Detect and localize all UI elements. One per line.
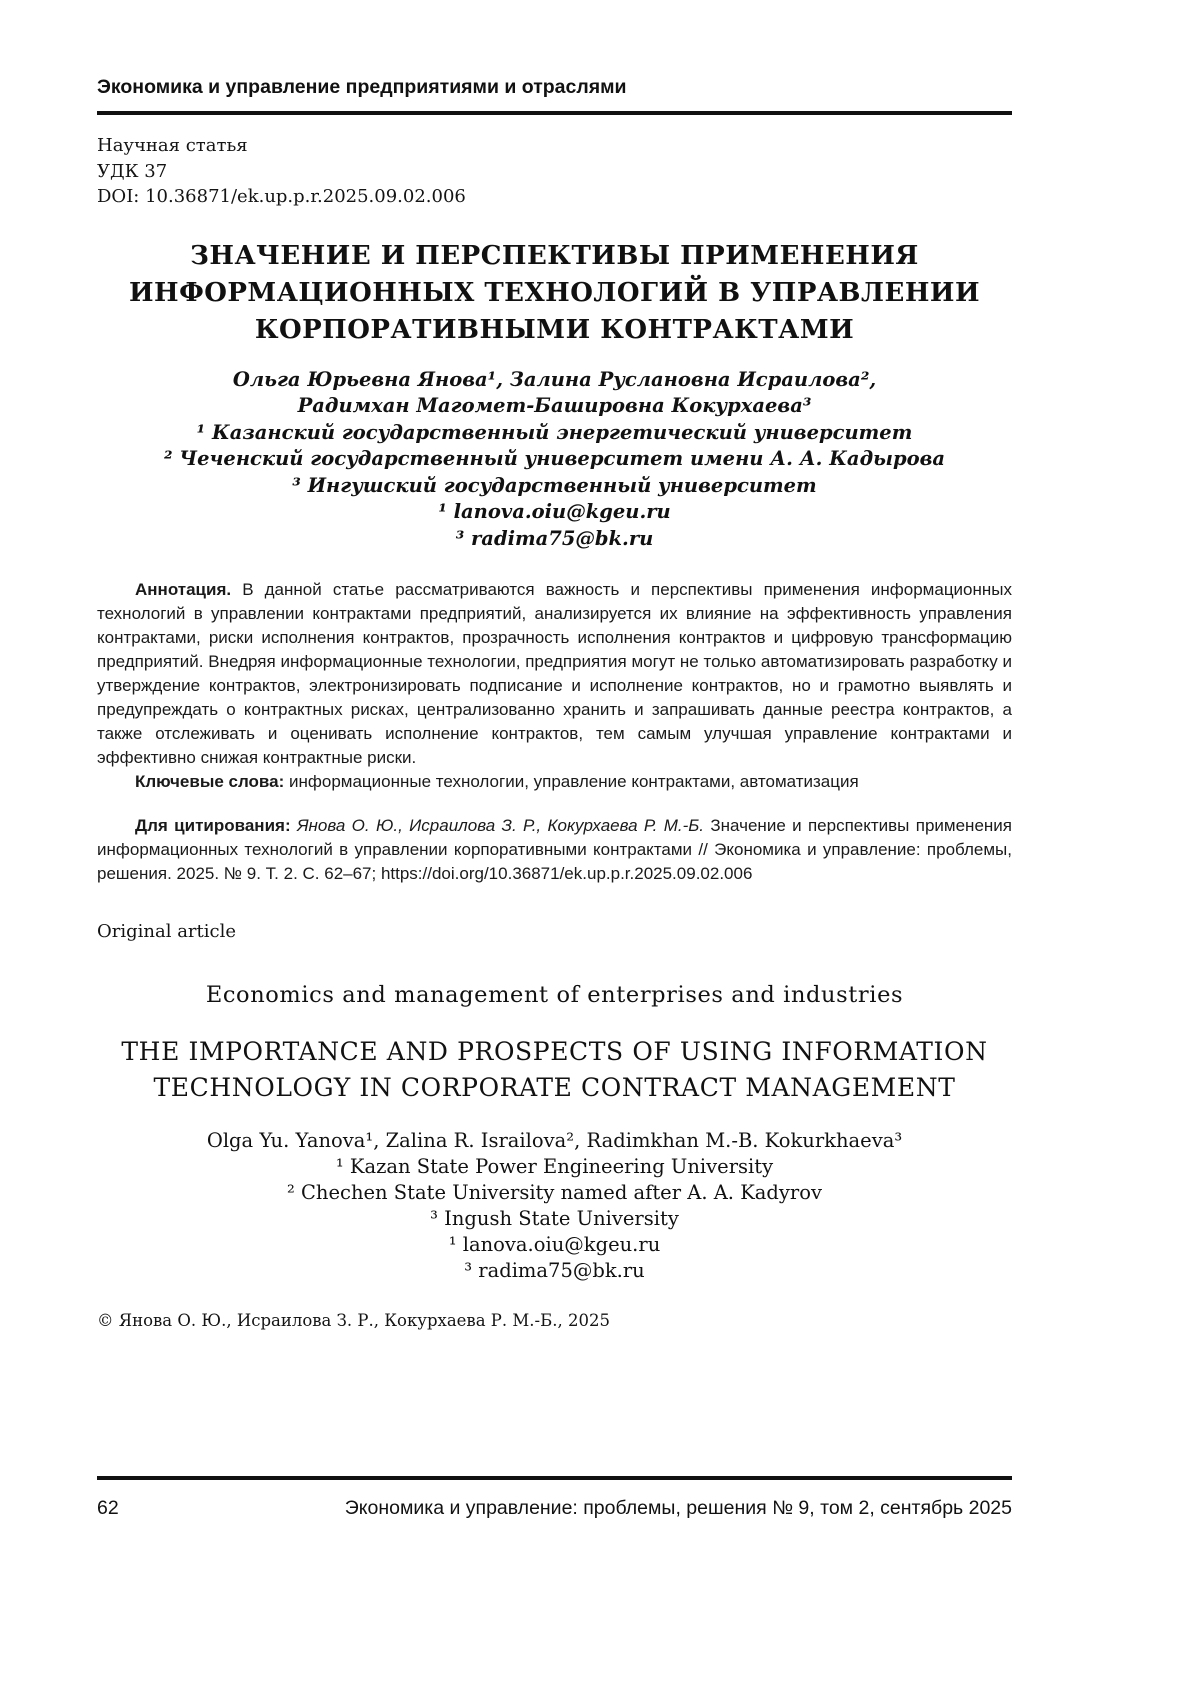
author-email: ³ radima75@bk.ru (455, 526, 654, 550)
author-line-ru: Радимхан Магомет-Башировна Кокурхаева³ (297, 394, 812, 417)
keywords-label: Ключевые слова: (135, 772, 285, 791)
affiliation-en: ¹ Kazan State Power Engineering University (335, 1155, 774, 1178)
section-heading-en: Economics and management of enterprises and industries (205, 982, 904, 1008)
abstract-label: Аннотация. (135, 580, 232, 599)
header-rule (97, 111, 1012, 115)
page-content (97, 76, 1012, 1332)
author-line-ru: Ольга Юрьевна Янова¹, Залина Руслановна Исраилова², (232, 367, 877, 391)
article-title-en: THE IMPORTANCE AND PROSPECTS OF USING INFORMATION TECHNOLOGY IN CORPORATE CONTRACT MANAGEMENT (121, 1037, 988, 1102)
article-meta-block (97, 133, 1012, 210)
author-line-en: Olga Yu. Yanova¹, Zalina R. Israilova², Radimkhan M.-B. Kokurkhaeva³ (206, 1129, 903, 1152)
page-footer (97, 1476, 1012, 1520)
authors-block-ru (97, 367, 1012, 553)
author-email: ³ radima75@bk.ru (464, 1259, 645, 1282)
affiliation-ru: ³ Ингушский государственный университет (292, 473, 817, 497)
author-email: ¹ lanova.oiu@kgeu.ru (438, 500, 671, 523)
journal-title-line: Экономика и управление: проблемы, решения № 9, том 2, сентябрь 2025 (344, 1497, 1012, 1519)
affiliation-en: ² Chechen State University named after A. A. Kadyrov (287, 1181, 822, 1204)
abstract-paragraph (97, 578, 1012, 770)
authors-block-en (97, 1128, 1012, 1284)
affiliation-en: ³ Ingush State University (430, 1207, 679, 1230)
page-number: 62 (97, 1497, 119, 1519)
footer-rule (97, 1476, 1012, 1480)
affiliation-ru: ² Чеченский государственный университет имени А. А. Кадырова (163, 447, 946, 470)
keywords-paragraph (97, 770, 1012, 794)
citation-paragraph (97, 814, 1012, 886)
doi-line: DOI: 10.36871/ek.up.p.r.2025.09.02.006 (97, 186, 466, 207)
affiliation-ru: ¹ Казанский государственный энергетический университет (196, 420, 913, 444)
copyright-line: © Янова О. Ю., Исраилова З. Р., Кокурхаева Р. М.-Б., 2025 (97, 1311, 610, 1330)
keywords-text: информационные технологии, управление контрактами, автоматизация (284, 772, 859, 791)
citation-label: Для цитирования: (135, 816, 291, 835)
citation-authors: Янова О. Ю., Исраилова З. Р., Кокурхаева Р. М.-Б. (290, 816, 705, 835)
author-email: ¹ lanova.oiu@kgeu.ru (448, 1233, 661, 1256)
article-type-ru: Научная статья (97, 135, 248, 156)
abstract-text: В данной статье рассматриваются важность и перспективы применения информационных технологий в управлении контрактами предприятий, анализируется их влияние на эффективность управления контрактами, риски исполнения контрактов, прозрачность исполнения контрактов и цифровую трансформацию предприятий. Внедряя информационные технологии, предприятия могут не только автоматизировать разработку и утверждение контрактов, электронизировать подписание и исполнение контрактов, но и грамотно выявлять и предупреждать о контрактных рисках, централизованно хранить и запрашивать данные реестра контрактов, а также отслеживать и оценивать исполнение контрактов, тем самым улучшая управление контрактами и эффективно снижая контрактные риски. (97, 580, 1012, 767)
footer-row (97, 1496, 1012, 1520)
article-type-en: Original article (97, 921, 237, 942)
udc-number: УДК 37 (97, 160, 168, 182)
section-heading-ru: Экономика и управление предприятиями и отраслями (97, 76, 627, 98)
citation-text: Значение и перспективы применения информационных технологий в управлении корпоративными контрактами // Экономика и управление: проблемы, решения. 2025. № 9. Т. 2. С. 62–67; https://doi.org/10.36871/ek.up.p.r.2025.09.02.006 (97, 816, 1012, 883)
article-title-ru: ЗНАЧЕНИЕ И ПЕРСПЕКТИВЫ ПРИМЕНЕНИЯ ИНФОРМАЦИОННЫХ ТЕХНОЛОГИЙ В УПРАВЛЕНИИ КОРПОРАТИВНЫМИ КОНТРАКТАМИ (128, 240, 981, 345)
